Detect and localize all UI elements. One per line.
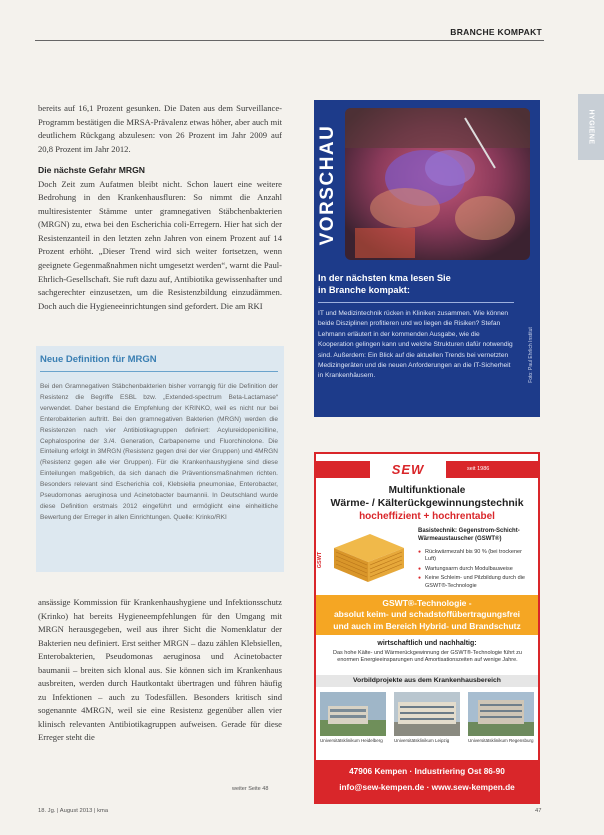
ad-sustainability-body: Das hohe Kälte- und Wärmerückgewinnung der GSWT®-Technologie führt zu enormen Energieeinsparungen und Amortisationszeiten auf wenige Jahre. bbox=[332, 650, 522, 663]
definition-title: Neue Definition für MRGN bbox=[40, 354, 157, 365]
ad-feature-item: ● Keine Schleim- und Pilzbildung durch die GSWT®-Technologie bbox=[418, 575, 534, 590]
ad-highlight-1: GSWT®-Technologie - bbox=[382, 598, 472, 608]
ad-project-caption: Universitätsklinikum Leipzig bbox=[394, 738, 450, 743]
ad-highlight-3: und auch im Bereich Hybrid- und Brandschutz bbox=[333, 621, 521, 631]
page-number: 47 bbox=[535, 808, 542, 814]
section-title: BRANCHE KOMPAKT bbox=[450, 27, 542, 37]
ad-project-photo bbox=[320, 692, 386, 736]
ad-exchanger-image bbox=[330, 530, 408, 585]
preview-image bbox=[345, 108, 530, 260]
definition-box bbox=[36, 346, 284, 572]
ad-title-1: Multifunktionale bbox=[388, 485, 466, 496]
building-photo bbox=[394, 692, 460, 736]
ad-title-2: Wärme- / Kälterückgewinnungstechnik bbox=[330, 497, 524, 509]
ad-since: seit 1986 bbox=[467, 466, 490, 472]
ad-logo bbox=[370, 461, 446, 478]
article-subheading: Die nächste Gefahr MRGN bbox=[38, 165, 145, 176]
microscope-image bbox=[345, 108, 530, 260]
preview-credit-text: Foto: Paul Ehrlich Institut bbox=[528, 327, 534, 383]
ad-feature-title: Basistechnik: Gegenstrom-Schicht-Wärmeaustauscher (GSWT®) bbox=[418, 528, 520, 542]
ad-contact: info@sew-kempen.de · www.sew-kempen.de bbox=[339, 782, 515, 792]
article-paragraph: ansässige Kommission für Krankenhaushygiene und Infektionsschutz (Krinko) hat bereits Hygieneempfehlungen für den Umgang mit MRGN herausgegeben, weil aus ihrer Sicht die Nomenklatur der Bakterien neu definiert. Erst seither MRGN – dazu zählen Klebsiellen, Enterobakterien, Pseudomonas aeruginosa und Acinetobacter baumanii – breiten sich klonal aus. Sie können sich im Krankenhaus ausbreiten, werden durch Hautkontakt übertragen und führen häufig zu Infektionen – auch zu Todesfällen. Besonders kritisch sind sogenannte 4MRGN, weil sie eine Resistenz gegenüber allen vier klinisch relevanten Antibiotikagruppen aufweisen. Gerade für diese Erreger steht die bbox=[38, 597, 282, 743]
preview-credit bbox=[526, 300, 536, 410]
side-tab bbox=[578, 94, 604, 160]
ad-sustainability-title: wirtschaftlich und nachhaltig: bbox=[377, 640, 477, 647]
ad-feature-list bbox=[418, 549, 534, 592]
header-rule bbox=[35, 40, 544, 41]
ad-feature-item: ● Rückwärmezahl bis 90 % (bei trockener Luft) bbox=[418, 549, 534, 564]
ad-highlight-2: absolut keim- und schadstoffübertragungsfrei bbox=[333, 609, 521, 619]
ad-vertical-text: GSWT bbox=[317, 551, 323, 569]
ad-vertical-label bbox=[315, 530, 325, 590]
ad-references-title: Vorbildprojekte aus dem Krankenhausbereich bbox=[316, 675, 538, 687]
preview-heading-line2: in Branche kompakt: bbox=[318, 285, 410, 295]
ad-address: 47906 Kempen · Industriering Ost 86-90 bbox=[349, 766, 505, 776]
preview-rule bbox=[318, 302, 514, 303]
side-tab-label: HYGIENE bbox=[587, 109, 595, 145]
ad-title-3: hocheffizient + hochrentabel bbox=[359, 511, 495, 522]
ad-feature-item: ● Wartungsarm durch Modulbauweise bbox=[418, 566, 534, 573]
definition-rule bbox=[40, 371, 278, 372]
ad-project-caption: Universitätsklinikum Regensburg bbox=[468, 738, 534, 743]
page-footer-issue: 18. Jg. | August 2013 | kma bbox=[38, 808, 109, 814]
article-upper bbox=[38, 102, 282, 313]
preview-body: IT und Medizintechnik rücken in Kliniken zusammen. Wie können beide Disziplinen profitieren und wo liegen die Risiken? Stefan Lehmann erläutert in der kommenden Ausgabe, wie die Kooperation gelingen kann und welche Strukturen dafür notwendig sind. Außerdem: Ein Blick auf die aktuellen Trends bei vernetzten Medizingeräten und die neuen Anforderungen an die IT-Sicherheit in Krankenhäusern. bbox=[318, 310, 513, 380]
building-photo bbox=[320, 692, 386, 736]
continued-note: weiter Seite 48 bbox=[232, 786, 269, 792]
preview-heading bbox=[318, 272, 518, 296]
article-paragraph: bereits auf 16,1 Prozent gesunken. Die Daten aus dem Surveillance-Programm bestätigen die MRSA-Prävalenz etwas höher, aber auch mit deutlichem Rückgang abzulesen: von 26 Prozent im Jahr 2009 auf 20,8 Prozent im Jahr 2012. bbox=[38, 103, 282, 154]
ad-project-photo bbox=[394, 692, 460, 736]
preview-label-text: VORSCHAU bbox=[317, 124, 338, 246]
article-paragraph: Doch Zeit zum Aufatmen bleibt nicht. Schon lauert eine weitere Bedrohung in den Krankenhausfluren: So nimmt die Anzahl multiresistenter Stämme unter gramnegativen Stäbchenbakterien (MRGN) zu, etwa bei den Escherichia coli-Erregern. Hier hat sich der Resistenzanteil in den letzten zehn Jahren von einem Prozent auf 14 Prozent erhöht. „Dieser Trend wird sich weiter fortsetzen, wenn geeignete Gegenmaßnahmen nicht umgesetzt werden“, warnt die Paul-Ehrlich-Gesellschaft. Sie ruft dazu auf, Antibiotika gewissenhafter und sachgerechter einzusetzen, um die Resistenzbildung einzudämmen. Doch auch die Hygieneeinrichtungen sind gefordert. Die am RKI bbox=[38, 178, 282, 311]
ad-project-caption: Universitätsklinikum Heidelberg bbox=[320, 738, 383, 743]
article-lower bbox=[38, 596, 282, 745]
preview-label bbox=[318, 110, 338, 260]
definition-body: Bei den Gramnegativen Stäbchenbakterien bisher vorrangig für die Definition der Resistenz die Begriffe ESBL bzw. „Extended-spectrum Beta-Lactamase“ verwendet. Daher bestand die Empfehlung der KRINKO, weil es nicht nur bei Enterobakterien auftritt. Bei den gramnegativen Bakterien (MRGN) werden die Resistenzen nach vier Antibiotikagruppen definiert: Acylureidopenicilline, Cephalosporine der 3./4. Generation, Carbapeneme und Fluorchinolone. Die Einteilung erfolgt in 3MRGN (Resistenz gegen drei der vier Gruppen) und 4MRGN (Resistenz gegen alle vier Gruppen). Für die Krankenhaushygiene sind diese Einteilungen maßgeblich, da sich danach die Präventionsmaßnahmen richten. Besonders relevant sind Escherichia coli, Klebsiella pneumoniae, Enterobacter, Pseudomonas aeruginosa und Acinetobacter baumannii. In Deutschland wurde diese Definition erstmals 2012 eingeführt und ermöglicht eine einheitliche Bewertung der Erreger in allen Einrichtungen. Quelle: Krinko/RKI bbox=[40, 383, 278, 521]
ad-logo-text: SEW bbox=[391, 462, 425, 477]
ad-project-photo bbox=[468, 692, 534, 736]
preview-heading-line1: In der nächsten kma lesen Sie bbox=[318, 273, 451, 283]
building-photo bbox=[468, 692, 534, 736]
heat-exchanger-icon bbox=[330, 530, 408, 585]
